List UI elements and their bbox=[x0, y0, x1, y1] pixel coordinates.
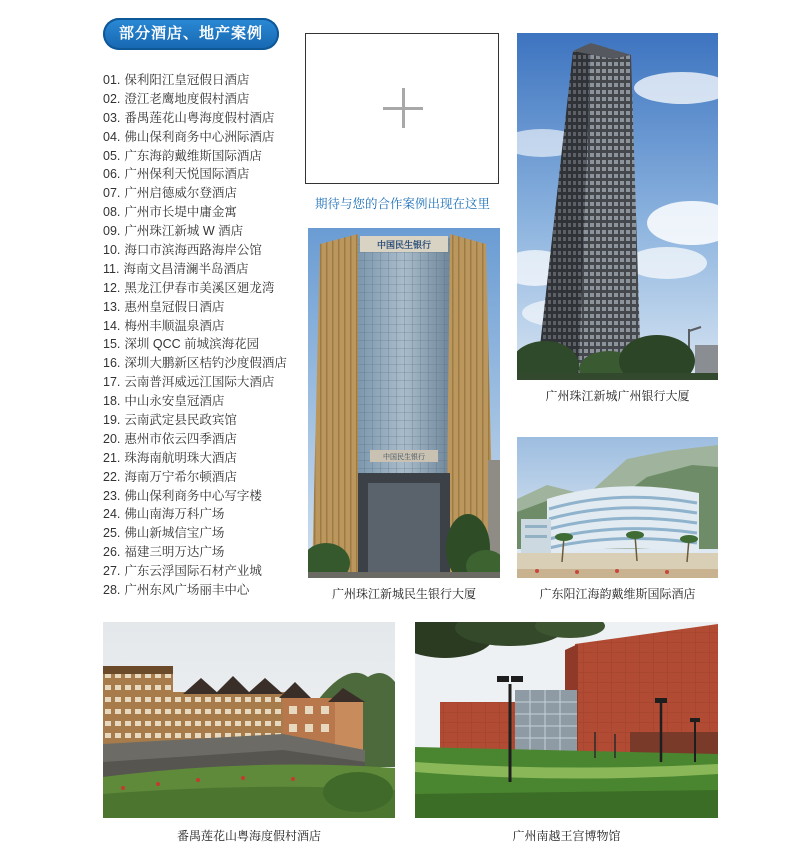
list-item bbox=[103, 109, 287, 128]
item-name: 深圳 QCC 前城滨海花园 bbox=[124, 337, 260, 352]
item-number: 19. bbox=[103, 413, 121, 428]
item-name: 澄江老鹰地度假村酒店 bbox=[124, 91, 250, 106]
item-number: 18. bbox=[103, 394, 121, 409]
list-item bbox=[103, 222, 287, 241]
item-name: 广州珠江新城 W 酒店 bbox=[124, 224, 244, 239]
case-list bbox=[103, 71, 287, 600]
placeholder-caption: 期待与您的合作案例出现在这里 bbox=[314, 197, 490, 211]
item-number: 15. bbox=[103, 337, 121, 352]
list-item bbox=[103, 505, 287, 524]
item-number: 20. bbox=[103, 431, 121, 446]
item-number: 21. bbox=[103, 450, 121, 465]
item-name: 广州东风广场丽丰中心 bbox=[124, 583, 250, 598]
photo-nanyue-museum bbox=[415, 622, 718, 818]
list-item bbox=[103, 203, 287, 222]
item-number: 10. bbox=[103, 243, 121, 258]
list-item bbox=[103, 487, 287, 506]
item-number: 27. bbox=[103, 564, 121, 579]
photo-guangzhou-bank-tower bbox=[517, 33, 718, 380]
list-item bbox=[103, 468, 287, 487]
photo-minsheng-bank-tower bbox=[308, 228, 500, 578]
list-item bbox=[103, 128, 287, 147]
list-item bbox=[103, 373, 287, 392]
list-item bbox=[103, 71, 287, 90]
item-number: 25. bbox=[103, 526, 121, 541]
item-name: 云南武定县民政宾馆 bbox=[124, 413, 237, 428]
list-item bbox=[103, 317, 287, 336]
item-name: 广州启德威尔登酒店 bbox=[124, 186, 237, 201]
list-item bbox=[103, 411, 287, 430]
item-name: 佛山保利商务中心写字楼 bbox=[124, 488, 262, 503]
list-item bbox=[103, 279, 287, 298]
list-item bbox=[103, 90, 287, 109]
item-number: 06. bbox=[103, 167, 121, 182]
plus-icon-vertical bbox=[402, 88, 405, 128]
list-item bbox=[103, 449, 287, 468]
item-name: 梅州丰顺温泉酒店 bbox=[124, 318, 225, 333]
item-name: 云南普洱威远江国际大酒店 bbox=[124, 375, 275, 390]
item-name: 海口市滨海西路海岸公馆 bbox=[124, 243, 262, 258]
list-item bbox=[103, 298, 287, 317]
item-number: 04. bbox=[103, 129, 121, 144]
item-number: 17. bbox=[103, 375, 121, 390]
item-name: 广东云浮国际石材产业城 bbox=[124, 564, 262, 579]
list-item bbox=[103, 165, 287, 184]
item-number: 22. bbox=[103, 469, 121, 484]
list-item bbox=[103, 581, 287, 600]
list-item bbox=[103, 562, 287, 581]
item-number: 05. bbox=[103, 148, 121, 163]
item-name: 惠州皇冠假日酒店 bbox=[124, 299, 225, 314]
item-number: 01. bbox=[103, 73, 121, 87]
item-name: 保利阳江皇冠假日酒店 bbox=[124, 73, 250, 87]
item-name: 佛山新城信宝广场 bbox=[124, 526, 225, 541]
item-number: 08. bbox=[103, 205, 121, 220]
caption-nanyue-museum: 广州南越王宫博物馆 bbox=[512, 829, 621, 843]
item-number: 26. bbox=[103, 545, 121, 560]
list-item bbox=[103, 354, 287, 373]
item-name: 番禺莲花山粤海度假村酒店 bbox=[124, 110, 275, 125]
item-number: 24. bbox=[103, 507, 121, 522]
building-sign-lower: 中国民生银行 bbox=[383, 453, 425, 461]
list-item bbox=[103, 184, 287, 203]
item-name: 惠州市依云四季酒店 bbox=[124, 431, 237, 446]
list-item bbox=[103, 524, 287, 543]
photo-panyu-resort bbox=[103, 622, 395, 818]
item-number: 11. bbox=[103, 261, 120, 276]
list-item bbox=[103, 241, 287, 260]
building-sign-top: 中国民生银行 bbox=[376, 241, 432, 251]
list-item bbox=[103, 147, 287, 166]
item-name: 佛山南海万科广场 bbox=[124, 507, 225, 522]
item-number: 02. bbox=[103, 91, 121, 106]
item-number: 14. bbox=[103, 318, 121, 333]
item-number: 16. bbox=[103, 356, 121, 371]
item-number: 03. bbox=[103, 110, 121, 125]
item-name: 海南文昌清澜半岛酒店 bbox=[123, 261, 249, 276]
caption-yangjiang-hotel: 广东阳江海韵戴维斯国际酒店 bbox=[539, 587, 696, 601]
item-number: 13. bbox=[103, 299, 121, 314]
list-item bbox=[103, 260, 287, 279]
item-name: 珠海南航明珠大酒店 bbox=[124, 450, 237, 465]
item-number: 23. bbox=[103, 488, 121, 503]
item-name: 福建三明万达广场 bbox=[124, 545, 225, 560]
photo-yangjiang-hotel bbox=[517, 437, 718, 578]
item-name: 广州市长堤中庸金寓 bbox=[124, 205, 237, 220]
item-name: 深圳大鹏新区桔钓沙度假酒店 bbox=[124, 356, 287, 371]
item-name: 广州保利天悦国际酒店 bbox=[124, 167, 250, 182]
section-title-badge: 部分酒店、地产案例 bbox=[103, 18, 279, 50]
item-number: 09. bbox=[103, 224, 121, 239]
item-number: 28. bbox=[103, 583, 121, 598]
item-number: 12. bbox=[103, 280, 121, 295]
item-name: 黑龙江伊春市美溪区廻龙湾 bbox=[124, 280, 275, 295]
caption-guangzhou-bank-tower: 广州珠江新城广州银行大厦 bbox=[545, 389, 690, 403]
list-item bbox=[103, 430, 287, 449]
item-name: 广东海韵戴维斯国际酒店 bbox=[124, 148, 262, 163]
placeholder-box bbox=[305, 33, 499, 184]
caption-minsheng-bank-tower: 广州珠江新城民生银行大厦 bbox=[331, 587, 476, 601]
list-item bbox=[103, 543, 287, 562]
list-item bbox=[103, 335, 287, 354]
item-name: 海南万宁希尔顿酒店 bbox=[124, 469, 237, 484]
list-item bbox=[103, 392, 287, 411]
caption-panyu-resort: 番禺莲花山粤海度假村酒店 bbox=[176, 829, 321, 843]
item-number: 07. bbox=[103, 186, 121, 201]
item-name: 中山永安皇冠酒店 bbox=[124, 394, 225, 409]
item-name: 佛山保利商务中心洲际酒店 bbox=[124, 129, 275, 144]
